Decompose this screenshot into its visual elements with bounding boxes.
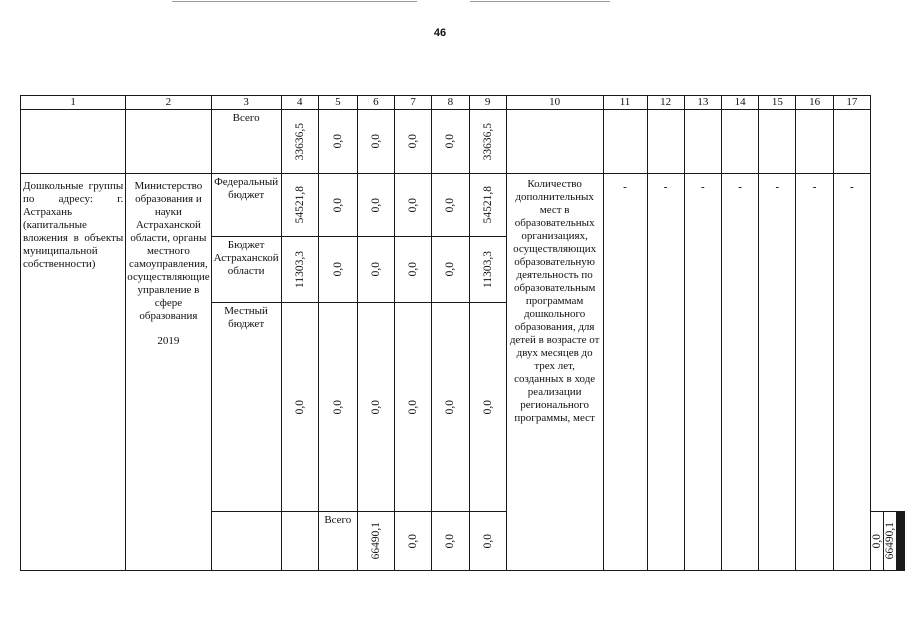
target-cell	[721, 174, 758, 571]
value-text: 11303,3	[293, 251, 306, 288]
column-number: 6	[357, 96, 394, 110]
column-number: 3	[211, 96, 281, 110]
empty-cell	[796, 110, 833, 174]
column-number: 4	[281, 96, 318, 110]
budget-table	[20, 95, 905, 571]
value-cell	[318, 237, 357, 303]
value-text: 0,0	[407, 399, 420, 415]
column-number: 9	[469, 96, 506, 110]
value-text: 0,0	[444, 262, 457, 277]
value-cell	[394, 512, 431, 571]
value-text: 0,0	[871, 533, 883, 549]
dash-mark: -	[701, 181, 705, 193]
table-row	[21, 174, 905, 237]
funding-source: Бюджет Астраханской области	[211, 237, 281, 303]
dash-mark: -	[623, 181, 627, 193]
page-number: 46	[433, 27, 447, 39]
value-text: 0,0	[444, 399, 457, 415]
value-cell	[871, 512, 884, 571]
value-cell	[394, 303, 431, 512]
value-cell	[394, 237, 431, 303]
empty-cell	[21, 110, 126, 174]
target-cell	[833, 174, 870, 571]
value-cell	[357, 110, 394, 174]
value-cell	[469, 174, 506, 237]
value-cell	[318, 303, 357, 512]
value-text: 0,0	[481, 533, 494, 549]
target-cell	[759, 174, 796, 571]
value-text: 0,0	[407, 262, 420, 277]
value-text: 0,0	[369, 134, 382, 149]
dash-mark: -	[663, 181, 668, 193]
funding-source: Всего	[318, 512, 357, 571]
value-text: 0,0	[331, 134, 344, 149]
value-text: 66490,1	[884, 522, 896, 560]
column-number: 2	[126, 96, 211, 110]
value-cell	[281, 110, 318, 174]
value-cell	[432, 110, 469, 174]
executor-text: Министерство образования и науки Астраханской области, органы местного самоуправления, осуществляющие управление в сфере образования	[127, 180, 210, 322]
year-text: 2019	[157, 335, 180, 347]
column-number: 10	[506, 96, 603, 110]
value-text: 54521,8	[481, 186, 494, 224]
table-row	[21, 110, 905, 174]
value-cell	[432, 512, 469, 571]
value-text: 33636,5	[293, 122, 306, 161]
value-cell	[469, 512, 506, 571]
value-text: 0,0	[369, 399, 382, 415]
column-number: 15	[759, 96, 796, 110]
value-text: 0,0	[444, 533, 457, 549]
value-text: 0,0	[444, 197, 457, 213]
dash-mark: -	[738, 181, 742, 193]
value-text: 0,0	[407, 197, 420, 213]
funding-source: Местный бюджет	[211, 303, 281, 512]
value-text: 33636,5	[481, 122, 494, 161]
value-text: 0,0	[331, 399, 344, 415]
dash-mark: -	[812, 181, 817, 193]
column-number: 11	[603, 96, 647, 110]
value-text: 0,0	[369, 197, 382, 213]
empty-cell	[506, 110, 603, 174]
empty-cell	[833, 110, 870, 174]
empty-cell	[281, 512, 318, 571]
column-number: 16	[796, 96, 833, 110]
empty-cell	[721, 110, 758, 174]
value-text: 0,0	[407, 134, 420, 149]
value-text: 0,0	[293, 399, 306, 415]
column-number: 7	[394, 96, 431, 110]
empty-cell	[126, 110, 211, 174]
column-number: 12	[647, 96, 684, 110]
empty-cell	[759, 110, 796, 174]
scan-edge-line	[172, 1, 417, 2]
value-cell	[469, 110, 506, 174]
target-cell	[796, 174, 833, 571]
funding-source: Всего	[211, 110, 281, 174]
value-cell	[469, 303, 506, 512]
value-cell	[357, 303, 394, 512]
dash-mark: -	[775, 181, 780, 193]
column-number: 17	[833, 96, 870, 110]
value-cell	[394, 110, 431, 174]
value-text: 0,0	[331, 262, 344, 277]
value-cell	[318, 174, 357, 237]
value-cell	[394, 174, 431, 237]
value-cell	[281, 303, 318, 512]
value-text: 54521,8	[293, 186, 306, 224]
empty-cell	[904, 512, 905, 571]
empty-cell	[603, 110, 647, 174]
value-cell	[432, 237, 469, 303]
value-text: 0,0	[407, 533, 420, 549]
value-text: 11303,3	[481, 251, 494, 288]
column-number-row	[21, 96, 905, 110]
empty-cell	[684, 110, 721, 174]
value-cell	[318, 110, 357, 174]
value-text: 0,0	[444, 134, 457, 149]
target-cell	[603, 174, 647, 571]
value-cell	[432, 303, 469, 512]
dash-mark: -	[850, 181, 854, 193]
value-cell	[469, 237, 506, 303]
value-cell	[357, 237, 394, 303]
value-text: 0,0	[369, 262, 382, 277]
funding-source: Федеральный бюджет	[211, 174, 281, 237]
target-cell	[684, 174, 721, 571]
empty-cell	[647, 110, 684, 174]
column-number: 1	[21, 96, 126, 110]
value-text: 66490,1	[369, 522, 382, 560]
value-cell	[357, 174, 394, 237]
indicator-text: Количество дополнительных мест в образовательных организациях, осуществляющих образовательную деятельность по образовательным программам дошкольного образования, для детей в возрасте от двух месяцев до трех лет, созданных в ходе реализации регионального программы, мест	[506, 174, 603, 571]
value-cell	[884, 512, 897, 571]
scan-edge-line	[470, 1, 610, 2]
value-cell	[281, 174, 318, 237]
value-cell	[281, 237, 318, 303]
value-cell	[357, 512, 394, 571]
empty-cell	[211, 512, 281, 571]
value-text: 0,0	[331, 197, 344, 213]
target-cell	[647, 174, 684, 571]
project-name: Дошкольные группы по адресу: г. Астрахань (капитальные вложения в объекты муниципальной собственности)	[21, 174, 126, 571]
column-number: 14	[721, 96, 758, 110]
column-number: 5	[318, 96, 357, 110]
column-number: 8	[432, 96, 469, 110]
value-cell	[432, 174, 469, 237]
executor-cell	[126, 174, 211, 571]
value-text: 0,0	[481, 399, 494, 415]
column-number: 13	[684, 96, 721, 110]
